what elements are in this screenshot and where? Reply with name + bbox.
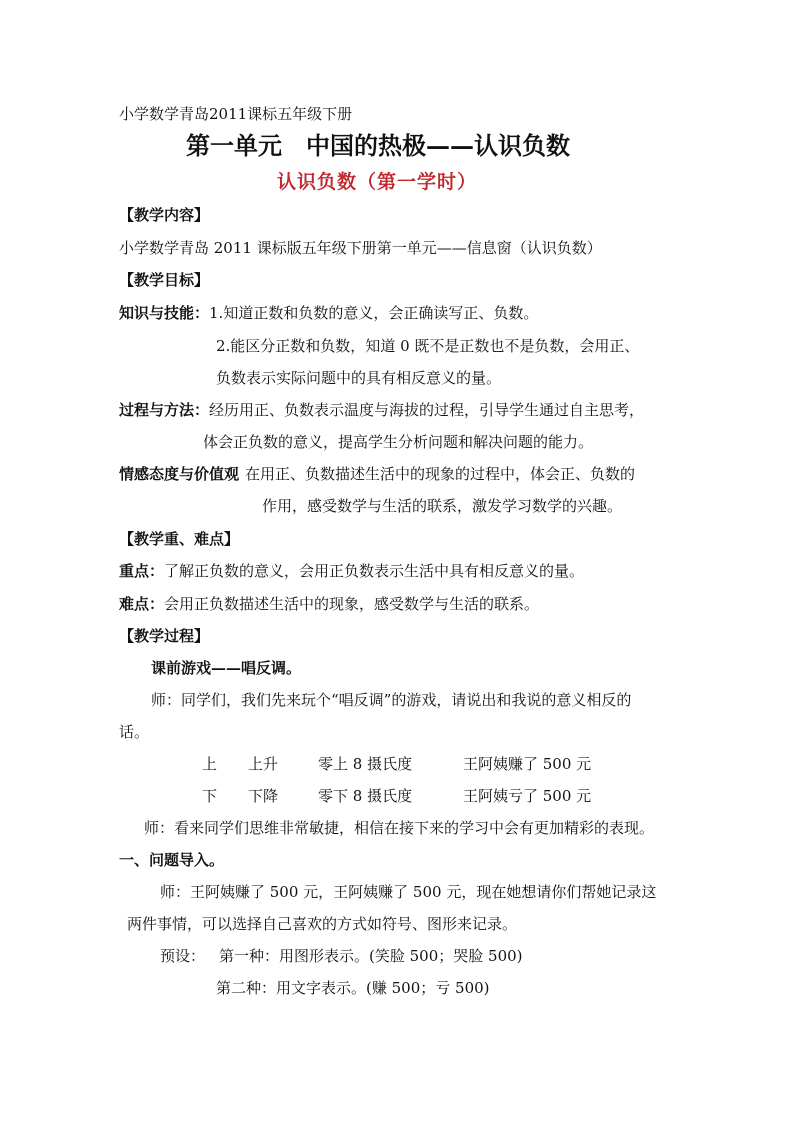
process-text-a: 经历用正、负数表示温度与海拔的过程，引导学生通过自主思考， xyxy=(209,401,645,419)
opposite-cell: 王阿姨赚了 500 元 xyxy=(463,755,592,773)
teacher-line-3b: 两件事情，可以选择自己喜欢的方式如符号、图形来记录。 xyxy=(127,915,518,933)
page-subtitle: 认识负数（第一学时） xyxy=(277,171,478,193)
emotion-label: 情感态度与价值观 xyxy=(119,465,240,483)
process-text-b: 体会正负数的意义，提高学生分析问题和解决问题的能力。 xyxy=(203,433,594,451)
knowledge-label: 知识与技能： xyxy=(119,304,210,322)
emotion-text-a: 在用正、负数描述生活中的现象的过程中，体会正、负数的 xyxy=(245,465,636,483)
preset-text-2: 第二种：用文字表示。(赚 500；亏 500) xyxy=(216,979,490,997)
key-point-text: 了解正负数的意义，会用正负数表示生活中具有相反意义的量。 xyxy=(164,562,585,580)
game-title: 课前游戏——唱反调。 xyxy=(151,659,302,677)
key-point-line xyxy=(119,561,584,581)
preset-text-1: 第一种：用图形表示。(笑脸 500；哭脸 500) xyxy=(219,947,523,965)
difficult-point-label: 难点： xyxy=(119,595,165,613)
header-line: 小学数学青岛2011课标五年级下册 xyxy=(119,105,353,123)
section-heading-process: 【教学过程】 xyxy=(119,627,210,645)
key-point-label: 重点： xyxy=(119,562,165,580)
knowledge-text-1: 1.知道正数和负数的意义，会正确读写正、负数。 xyxy=(209,304,539,322)
difficult-point-line xyxy=(119,594,539,614)
section-heading-keypoints: 【教学重、难点】 xyxy=(119,530,240,548)
preset-line-1 xyxy=(160,946,523,966)
section-heading-goals: 【教学目标】 xyxy=(119,271,210,289)
emotion-line-1 xyxy=(119,464,635,484)
preset-label: 预设： xyxy=(160,947,206,965)
content-text: 小学数学青岛 2011 课标版五年级下册第一单元——信息窗（认识负数） xyxy=(119,239,602,257)
teacher-line-1b: 话。 xyxy=(119,723,150,741)
knowledge-text-2a: 2.能区分正数和负数，知道 0 既不是正数也不是负数，会用正、 xyxy=(216,337,640,355)
page-title: 第一单元 中国的热极——认识负数 xyxy=(186,131,570,160)
opposite-cell: 上升 xyxy=(248,755,279,773)
process-line-1 xyxy=(119,400,644,420)
teacher-line-2: 师：看来同学们思维非常敏捷，相信在接下来的学习中会有更加精彩的表现。 xyxy=(144,819,655,837)
opposite-cell: 零下 8 摄氏度 xyxy=(318,787,413,805)
opposite-cell: 王阿姨亏了 500 元 xyxy=(463,787,592,805)
difficult-point-text: 会用正负数描述生活中的现象，感受数学与生活的联系。 xyxy=(164,595,540,613)
knowledge-text-2b: 负数表示实际问题中的具有相反意义的量。 xyxy=(216,369,502,387)
opposite-cell: 下 xyxy=(202,787,218,805)
teacher-line-3a: 师：王阿姨赚了 500 元，王阿姨赚了 500 元，现在她想请你们帮她记录这 xyxy=(160,883,657,901)
part1-title: 一、问题导入。 xyxy=(119,851,225,869)
section-heading-content: 【教学内容】 xyxy=(119,206,210,224)
opposite-cell: 零上 8 摄氏度 xyxy=(318,755,413,773)
knowledge-line-1 xyxy=(119,303,538,323)
emotion-text-b: 作用，感受数学与生活的联系，激发学习数学的兴趣。 xyxy=(262,497,623,515)
teacher-line-1a: 师：同学们，我们先来玩个“唱反调”的游戏，请说出和我说的意义相反的 xyxy=(151,691,632,709)
opposite-cell: 上 xyxy=(202,755,218,773)
opposite-cell: 下降 xyxy=(248,787,279,805)
process-label: 过程与方法： xyxy=(119,401,210,419)
